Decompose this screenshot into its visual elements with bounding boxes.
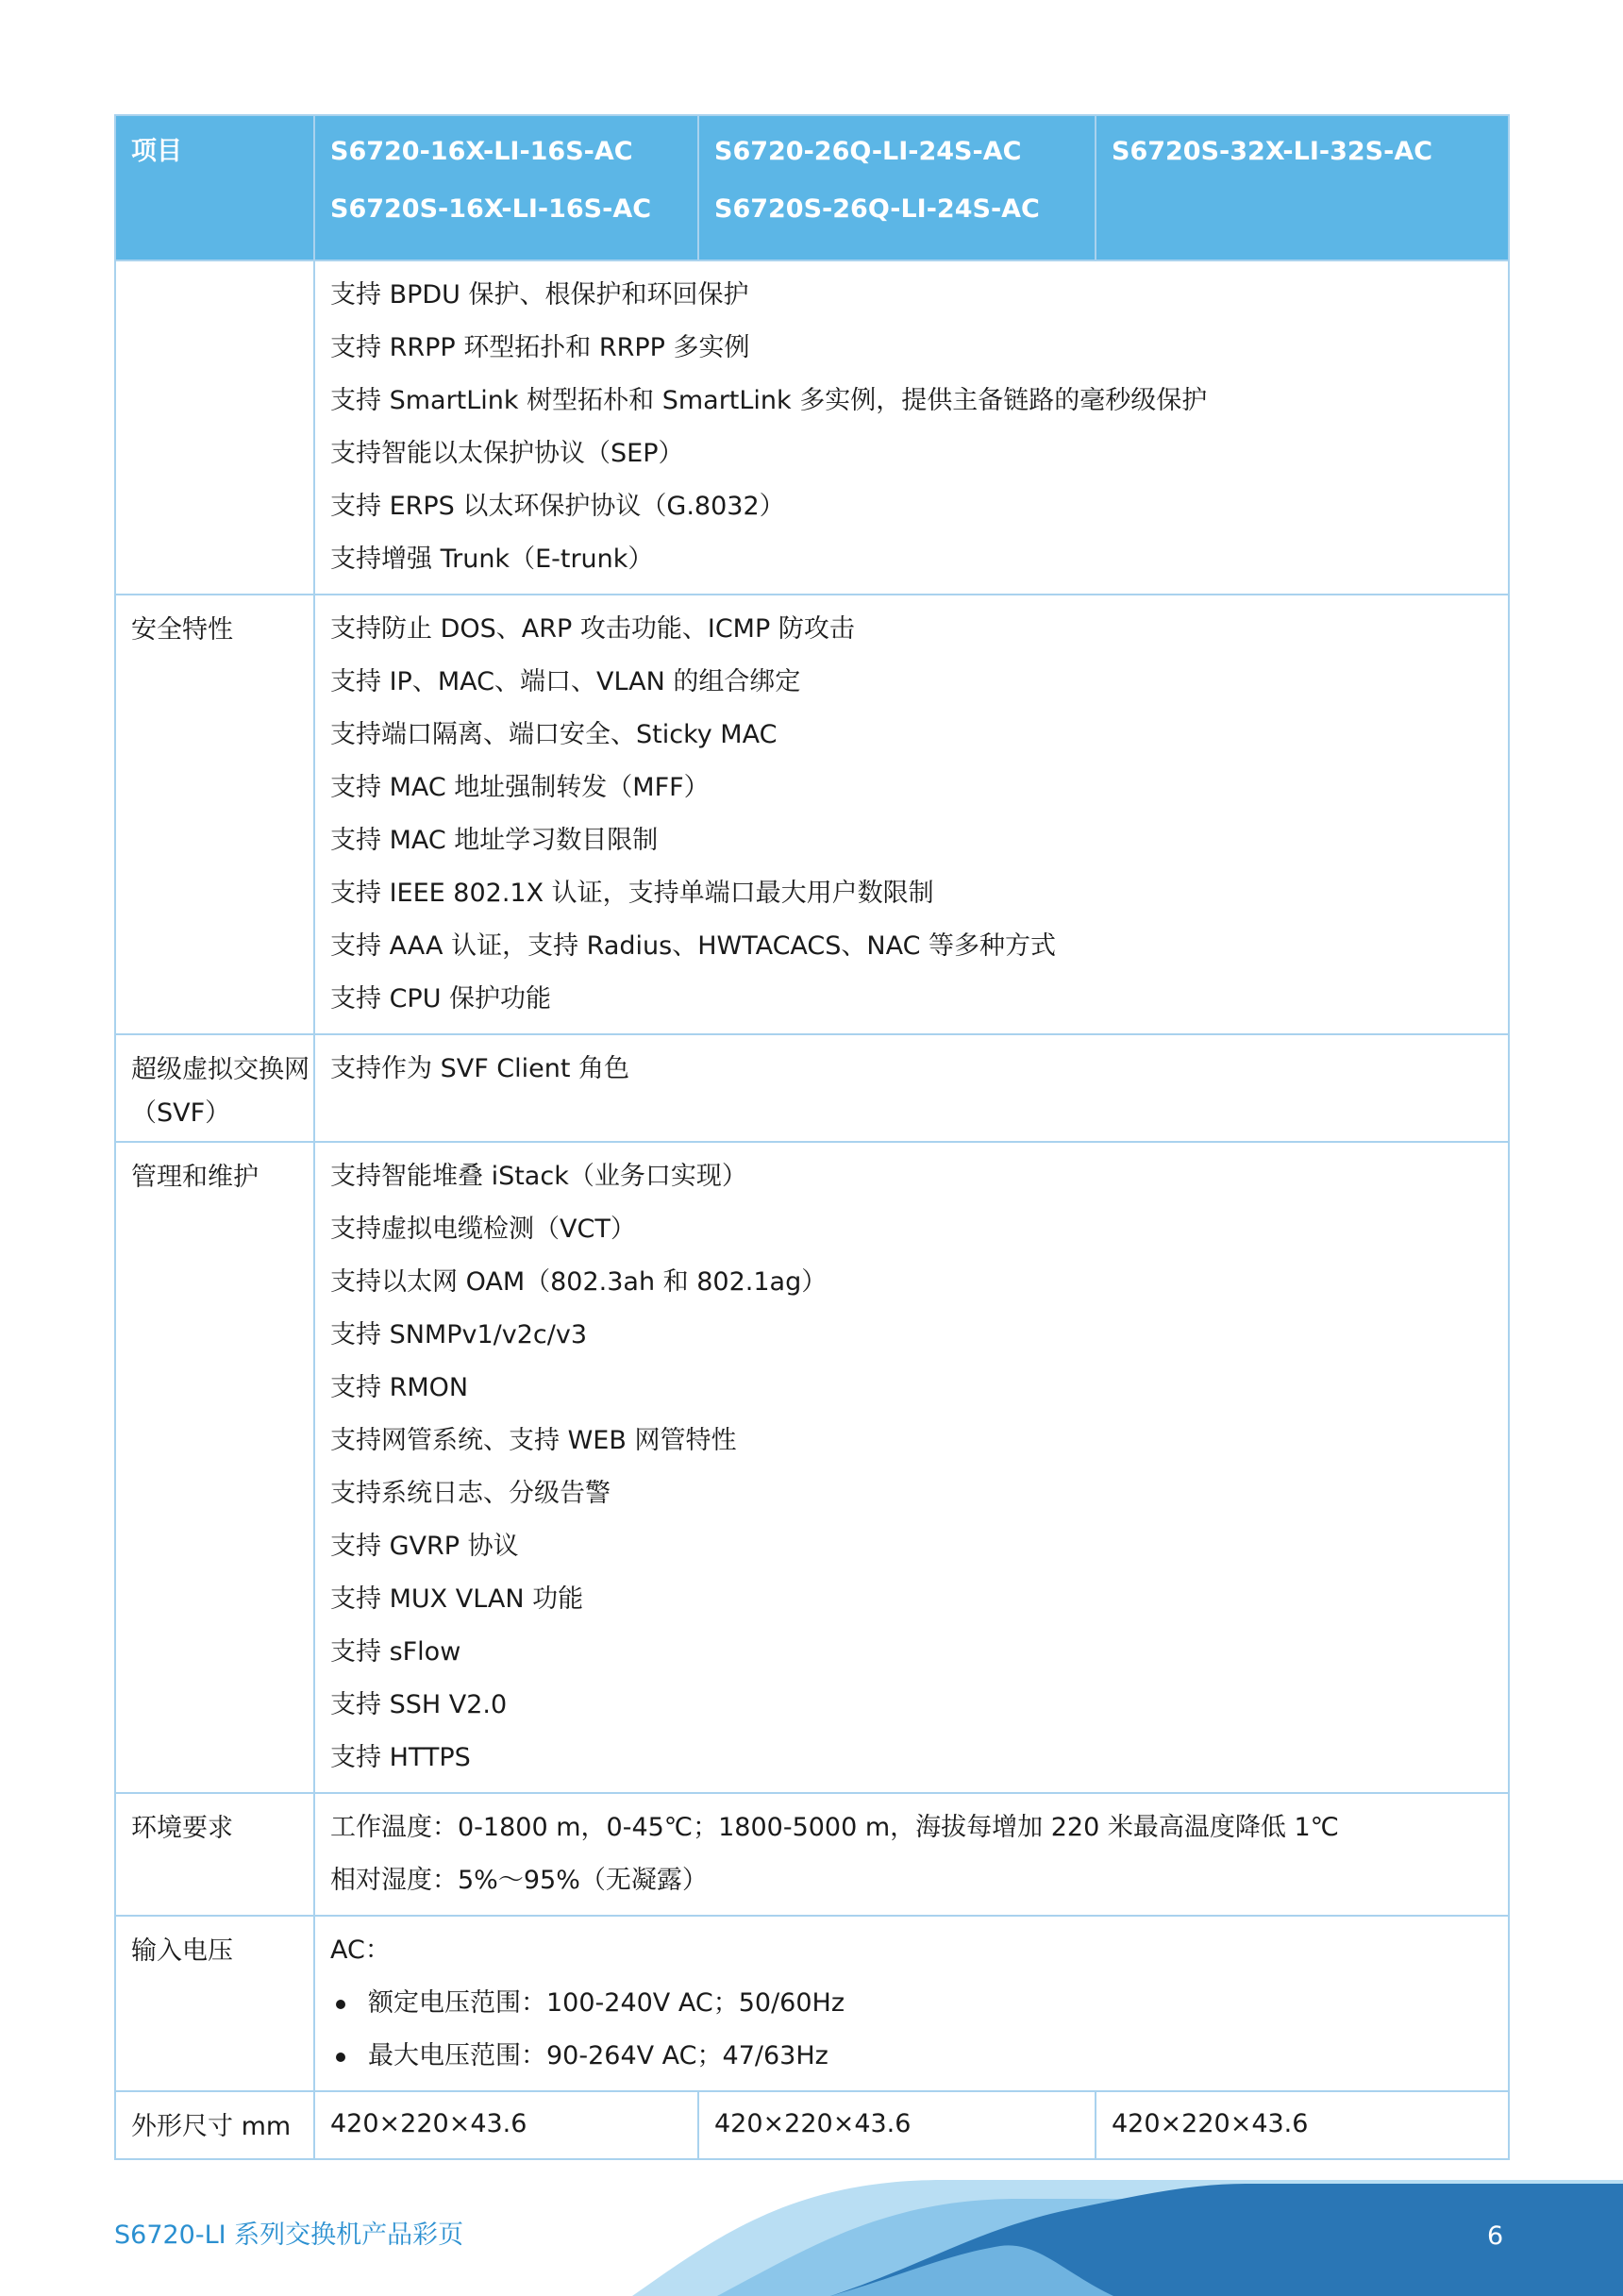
feature-line: 支持 MAC 地址学习数目限制 xyxy=(330,826,659,855)
feature-line: 支持 sFlow xyxy=(330,1637,461,1667)
row-content xyxy=(314,1916,1509,2091)
table-row xyxy=(115,1916,1509,2091)
bullet-item xyxy=(330,1977,1508,2030)
table-row xyxy=(115,1142,1509,1793)
feature-line: 支持 SNMPv1/v2c/v3 xyxy=(330,1320,588,1349)
header-model-col3: S6720S-32X-LI-32S-AC xyxy=(1096,115,1509,260)
feature-line: 支持 HTTPS xyxy=(330,1743,471,1772)
row-label: 外形尺寸 mm xyxy=(115,2091,314,2159)
bullet-text: 最大电压范围：90-264V AC；47/63Hz xyxy=(368,2041,828,2070)
feature-line: 支持 BPDU 保护、根保护和环回保护 xyxy=(330,280,749,310)
feature-line: 支持系统日志、分级告警 xyxy=(330,1479,611,1508)
table-row xyxy=(115,1034,1509,1142)
dimension-value: 420×220×43.6 xyxy=(698,2091,1096,2159)
row-content xyxy=(314,1793,1509,1916)
feature-line: 支持 MAC 地址强制转发（MFF） xyxy=(330,773,710,802)
feature-line: 支持增强 Trunk（E-trunk） xyxy=(330,545,654,574)
feature-line: 支持 SmartLink 树型拓朴和 SmartLink 多实例，提供主备链路的毫秒级保护 xyxy=(330,386,1208,415)
feature-line: 支持端口隔离、端口安全、Sticky MAC xyxy=(330,720,778,749)
feature-line: 支持 MUX VLAN 功能 xyxy=(330,1584,584,1614)
table-row xyxy=(115,260,1509,595)
feature-line: 支持防止 DOS、ARP 攻击功能、ICMP 防攻击 xyxy=(330,614,855,644)
feature-line: 相对湿度：5%～95%（无凝露） xyxy=(330,1866,708,1895)
bullet-icon xyxy=(336,2053,345,2062)
header-model-col2: S6720-26Q-LI-24S-AC S6720S-26Q-LI-24S-AC xyxy=(698,115,1096,260)
feature-line: 支持 IP、MAC、端口、VLAN 的组合绑定 xyxy=(330,667,801,696)
table-row xyxy=(115,2091,1509,2159)
page-number: 6 xyxy=(1487,2221,1504,2251)
row-label: 超级虚拟交换网（SVF） xyxy=(115,1034,314,1142)
row-content xyxy=(314,1034,1509,1142)
row-label: 安全特性 xyxy=(115,595,314,1034)
row-content xyxy=(314,260,1509,595)
feature-line: 支持 RMON xyxy=(330,1373,469,1402)
header-item-label: 项目 xyxy=(115,115,314,260)
feature-line: 工作温度：0-1800 m，0-45℃；1800-5000 m，海拔每增加 220 米最高温度降低 1℃ xyxy=(330,1813,1339,1842)
feature-line: 支持作为 SVF Client 角色 xyxy=(330,1054,630,1083)
feature-line: 支持 ERPS 以太环保护协议（G.8032） xyxy=(330,492,785,521)
feature-line: 支持 AAA 认证，支持 Radius、HWTACACS、NAC 等多种方式 xyxy=(330,931,1057,961)
feature-line: 支持 RRPP 环型拓扑和 RRPP 多实例 xyxy=(330,333,750,362)
feature-line: 支持以太网 OAM（802.3ah 和 802.1ag） xyxy=(330,1267,828,1297)
bullet-text: 额定电压范围：100-240V AC；50/60Hz xyxy=(368,1988,845,2018)
row-label: 管理和维护 xyxy=(115,1142,314,1793)
bullet-icon xyxy=(336,2000,345,2009)
row-label: 输入电压 xyxy=(115,1916,314,2091)
feature-line: 支持网管系统、支持 WEB 网管特性 xyxy=(330,1426,737,1455)
voltage-intro: AC： xyxy=(330,1936,391,1965)
row-label xyxy=(115,260,314,595)
header-model-col1: S6720-16X-LI-16S-AC S6720S-16X-LI-16S-AC xyxy=(314,115,698,260)
feature-line: 支持虚拟电缆检测（VCT） xyxy=(330,1215,636,1244)
table-row xyxy=(115,595,1509,1034)
row-content xyxy=(314,595,1509,1034)
table-header-row xyxy=(115,115,1509,260)
feature-line: 支持智能以太保护协议（SEP） xyxy=(330,439,684,468)
footer-title: S6720-LI 系列交换机产品彩页 xyxy=(114,2221,464,2250)
feature-line: 支持 IEEE 802.1X 认证，支持单端口最大用户数限制 xyxy=(330,879,934,908)
row-content xyxy=(314,1142,1509,1793)
spec-table xyxy=(114,114,1510,2160)
feature-line: 支持 SSH V2.0 xyxy=(330,1690,508,1719)
feature-line: 支持智能堆叠 iStack（业务口实现） xyxy=(330,1162,747,1191)
feature-line: 支持 GVRP 协议 xyxy=(330,1532,519,1561)
dimension-value: 420×220×43.6 xyxy=(1096,2091,1509,2159)
row-label: 环境要求 xyxy=(115,1793,314,1916)
table-row xyxy=(115,1793,1509,1916)
dimension-value: 420×220×43.6 xyxy=(314,2091,698,2159)
feature-line: 支持 CPU 保护功能 xyxy=(330,984,552,1014)
bullet-item xyxy=(330,2030,1508,2083)
